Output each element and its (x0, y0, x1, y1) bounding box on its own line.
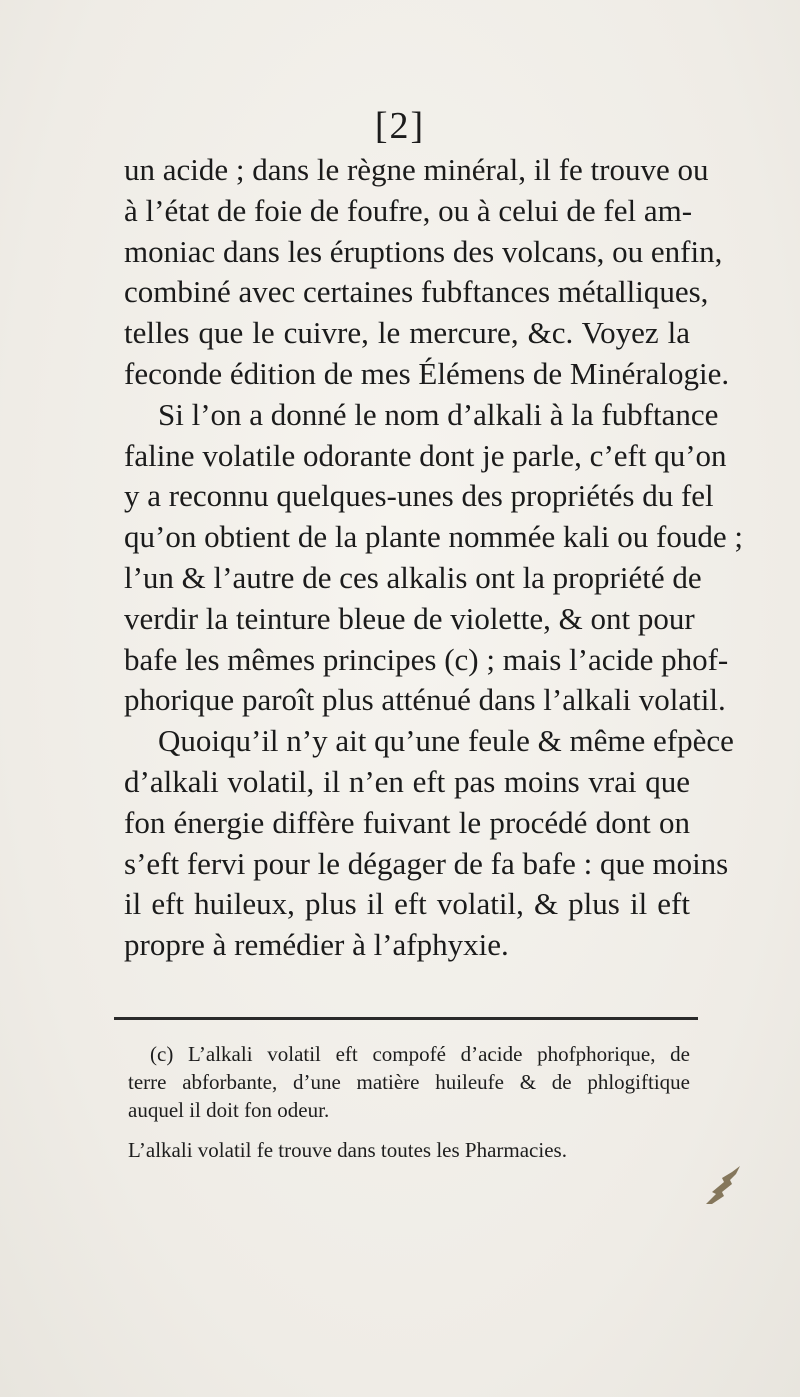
footnote-line: L’alkali volatil fe trouve dans toutes les Pharmacies. (128, 1138, 567, 1162)
footnote-line: (c) L’alkali volatil eft compofé d’acide phofphorique, de (150, 1042, 690, 1066)
footnote-line: terre abforbante, d’une matière huileufe & de phlogiftique (128, 1070, 690, 1094)
text-line: l’un & l’autre de ces alkalis ont la propriété de (124, 559, 702, 595)
text-line: d’alkali volatil, il n’en eft pas moins vrai que (124, 763, 690, 799)
text-line: verdir la teinture bleue de violette, & ont pour (124, 600, 695, 636)
footnotes (128, 1040, 690, 1164)
footnote-line: auquel il doit fon odeur. (128, 1098, 330, 1122)
text-line: Si l’on a donné le nom d’alkali à la fubftance (158, 396, 719, 432)
text-line: telles que le cuivre, le mercure, &c. Voyez la (124, 315, 690, 351)
footnote-spacer (128, 1124, 690, 1136)
page-number: [2] (374, 105, 426, 147)
text-line: Quoiqu’il n’y ait qu’une feule & même efpèce (158, 723, 734, 759)
text-line: à l’état de foie de foufre, ou à celui de fel am- (124, 192, 693, 228)
text-line: moniac dans les éruptions des volcans, ou enfin, (124, 233, 723, 269)
text-line: fon énergie diffère fuivant le procédé dont on (124, 804, 690, 840)
text-line: propre à remédier à l’afphyxie. (124, 927, 509, 963)
main-text (124, 150, 743, 966)
text-line: y a reconnu quelques-unes des propriétés du fel (124, 478, 714, 514)
text-line: combiné avec certaines fubftances métalliques, (124, 274, 709, 310)
text-line: il eft huileux, plus il eft volatil, & plus il eft (124, 886, 690, 922)
text-line: s’eft fervi pour le dégager de fa bafe : que moins (124, 845, 729, 881)
text-line: phorique paroît plus atténué dans l’alkali volatil. (124, 682, 726, 718)
text-line: feconde édition de mes Élémens de Minéralogie. (124, 355, 730, 391)
footnote-rule (114, 1017, 698, 1020)
ink-stain-icon (702, 1164, 744, 1208)
text-line: un acide ; dans le règne minéral, il fe trouve ou (124, 152, 709, 187)
text-line: qu’on obtient de la plante nommée kali ou foude ; (124, 519, 743, 555)
text-line: bafe les mêmes principes (c) ; mais l’acide phof- (124, 641, 729, 677)
text-line: faline volatile odorante dont je parle, c’eft qu’on (124, 437, 727, 473)
